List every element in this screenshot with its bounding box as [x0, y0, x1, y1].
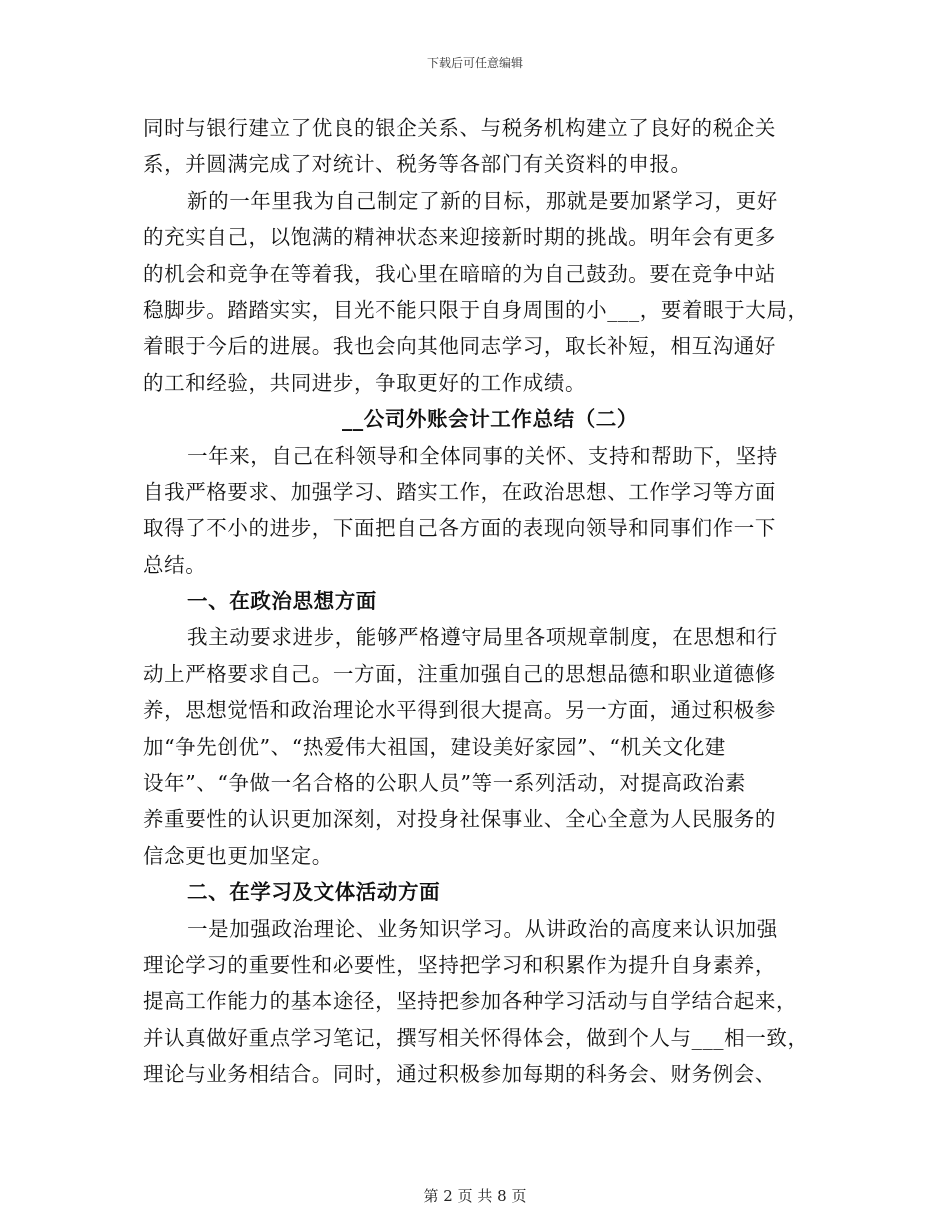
paragraph-start: 一是加强政治理论、业务知识学习。从讲政治的高度来认识加强 [187, 916, 778, 941]
text-line: 着眼于今后的进展。我也会向其他同志学习，取长补短，相互沟通好 [143, 334, 776, 359]
text-line: 的充实自己，以饱满的精神状态来迎接新时期的挑战。明年会有更多 [143, 225, 776, 250]
text-line: 同时与银行建立了优良的银企关系、与税务机构建立了良好的税企关 [143, 116, 776, 140]
text-line: 的工和经验，共同进步，争取更好的工作成绩。 [143, 370, 587, 395]
text-line: 自我严格要求、加强学习、踏实工作，在政治思想、工作学习等方面 [143, 479, 776, 504]
text-line: 取得了不小的进步，下面把自己各方面的表现向领导和同事们作一下 [143, 516, 776, 541]
page-number: 第 2 页 共 8 页 [423, 1187, 527, 1205]
text-line: 理论与业务相结合。同时，通过积极参加每期的科务会、财务例会、 [143, 1062, 776, 1087]
heading-political: 一、在政治思想方面 [187, 589, 377, 614]
paragraph-start: 一年来，自己在科领导和全体同事的关怀、支持和帮助下，坚持 [187, 443, 778, 468]
text-line: 加“争先创优”、“热爱伟大祖国，建设美好家园”、“机关文化建 [143, 734, 726, 759]
text-line: 设年”、“争做一名合格的公职人员”等一系列活动，对提高政治素 [143, 771, 746, 796]
text-line: 的机会和竞争在等着我，我心里在暗暗的为自己鼓劲。要在竞争中站 [143, 261, 776, 286]
text-line: 提高工作能力的基本途径，坚持把参加各种学习活动与自学结合起来， [143, 989, 798, 1014]
section-title: __公司外账会计工作总结（二） [342, 407, 638, 432]
text-line: 系，并圆满完成了对统计、税务等各部门有关资料的申报。 [143, 152, 692, 177]
paragraph-start: 新的一年里我为自己制定了新的目标，那就是要加紧学习，更好 [187, 188, 778, 213]
text-line: 总结。 [143, 552, 207, 577]
document-body [143, 110, 815, 1093]
text-line: 动上严格要求自己。一方面，注重加强自己的思想品德和职业道德修 [143, 661, 776, 686]
text-line: 信念更也更加坚定。 [143, 843, 333, 868]
heading-study: 二、在学习及文体活动方面 [187, 880, 441, 905]
text-line: 并认真做好重点学习笔记，撰写相关怀得体会，做到个人与___相一致， [143, 1025, 809, 1050]
text-line: 稳脚步。踏踏实实，目光不能只限于自身周围的小___，要着眼于大局， [143, 297, 809, 322]
text-line: 养重要性的认识更加深刻，对投身社保事业、全心全意为人民服务的 [143, 807, 776, 832]
page-header: 下载后可任意编辑 [426, 56, 523, 70]
paragraph-start: 我主动要求进步，能够严格遵守局里各项规章制度，在思想和行 [187, 625, 778, 650]
text-line: 理论学习的重要性和必要性，坚持把学习和积累作为提升自身素养， [143, 952, 776, 977]
text-line: 养，思想觉悟和政治理论水平得到很大提高。另一方面，通过积极参 [143, 698, 776, 723]
